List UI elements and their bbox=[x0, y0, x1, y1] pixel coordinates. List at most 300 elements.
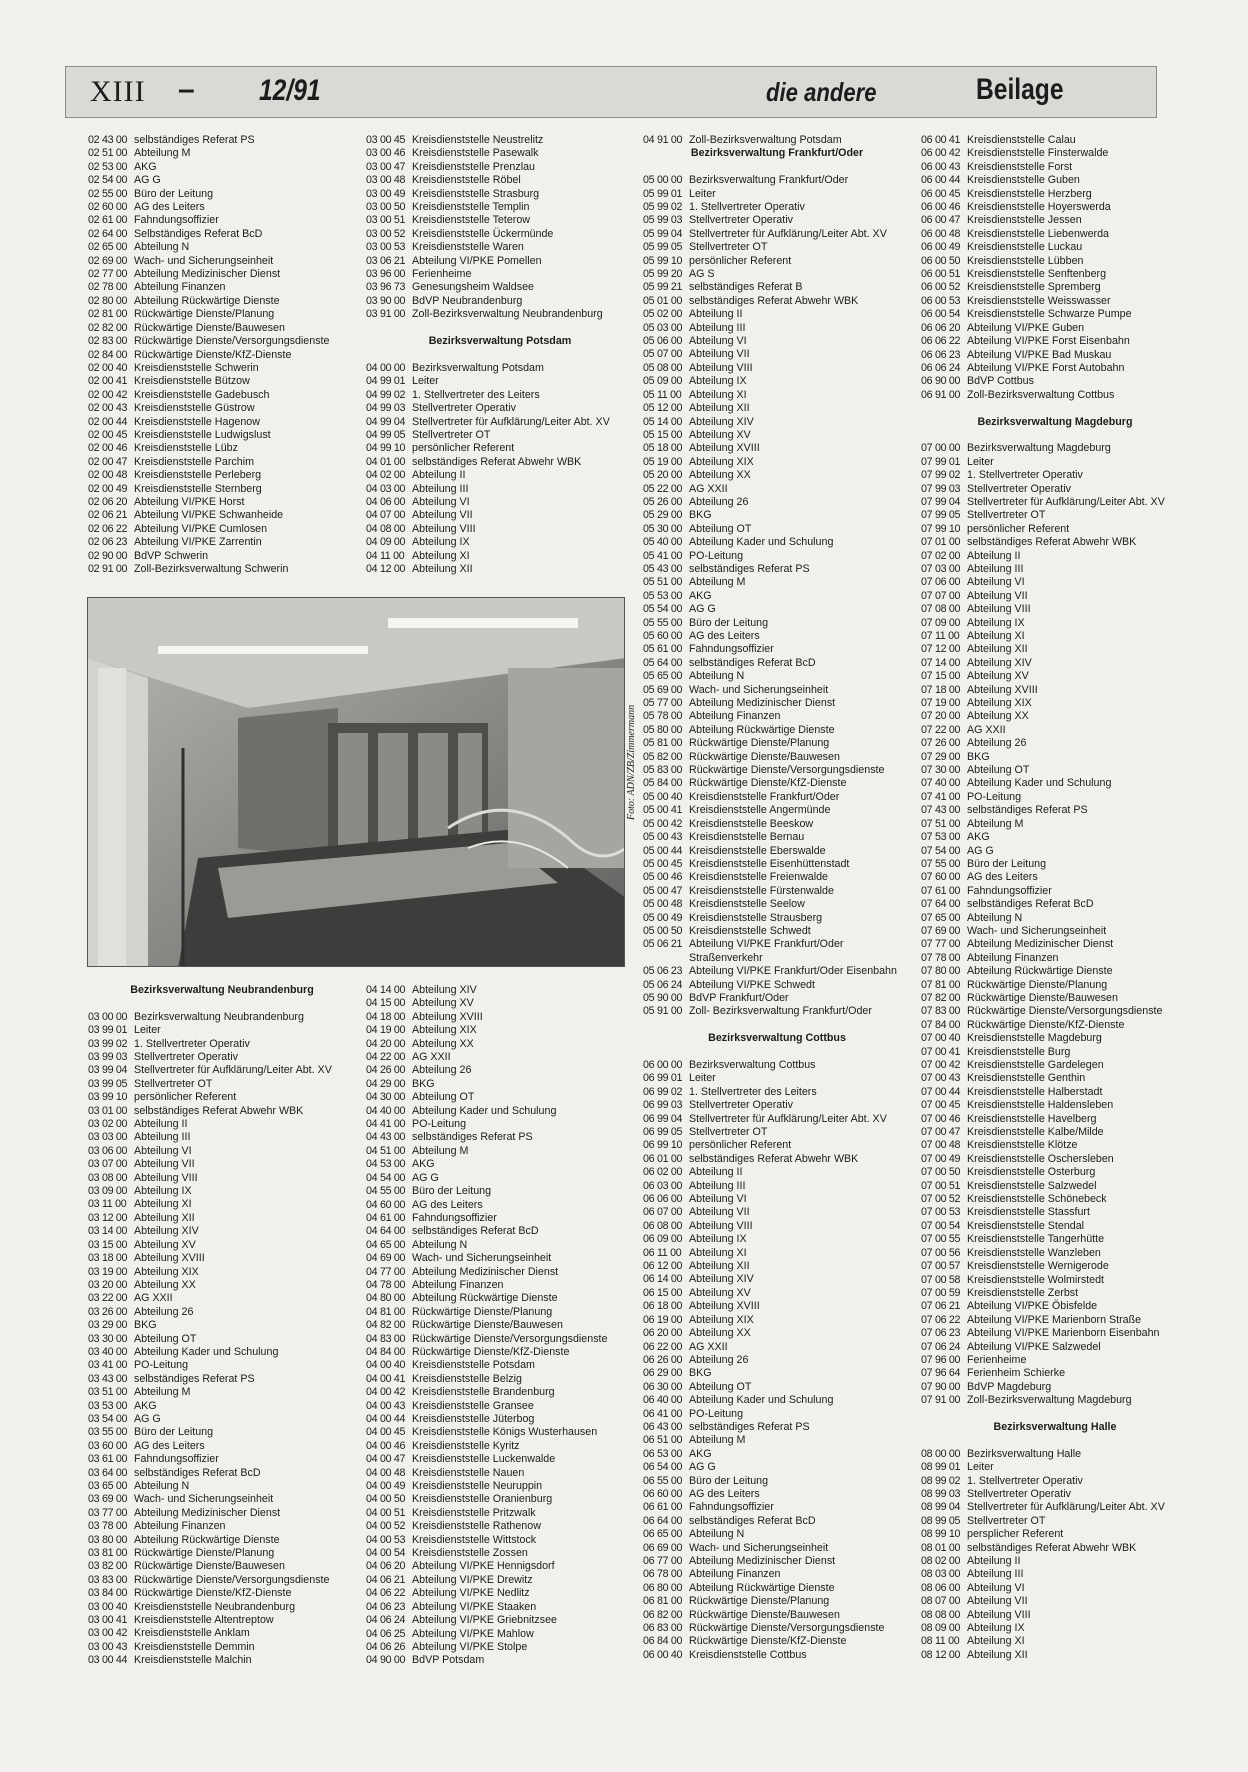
unit-name: Kreisdienststelle Eberswalde bbox=[689, 844, 826, 857]
unit-code: 05 60 00 bbox=[643, 630, 683, 643]
list-item bbox=[88, 483, 356, 496]
unit-code: 06 00 46 bbox=[921, 201, 961, 214]
unit-name: Abteilung M bbox=[412, 1144, 469, 1157]
unit-name: Kreisdienststelle Teterow bbox=[412, 214, 531, 227]
unit-name: Wach- und Sicherungseinheit bbox=[689, 1541, 829, 1554]
unit-code: 02 55 00 bbox=[88, 187, 128, 200]
list-item bbox=[88, 429, 356, 442]
unit-code: 02 80 00 bbox=[88, 294, 128, 307]
list-item bbox=[366, 442, 634, 455]
unit-code: 06 40 00 bbox=[643, 1394, 683, 1407]
unit-code: 05 69 00 bbox=[643, 683, 683, 696]
list-item bbox=[643, 1180, 911, 1193]
unit-name: Abteilung VI/PKE Hennigsdorf bbox=[412, 1560, 555, 1573]
unit-name: Büro der Leitung bbox=[689, 616, 769, 629]
unit-code: 06 00 40 bbox=[643, 1648, 683, 1661]
unit-code: 08 02 00 bbox=[921, 1555, 961, 1567]
list-item bbox=[921, 1354, 1189, 1367]
list-item bbox=[643, 281, 911, 294]
unit-name: Abteilung III bbox=[967, 1568, 1024, 1581]
list-item bbox=[921, 979, 1189, 992]
list-item bbox=[88, 1185, 356, 1198]
list-item bbox=[366, 563, 634, 576]
list-item bbox=[643, 777, 911, 790]
unit-name: Abteilung VI/PKE Schwedt bbox=[689, 978, 815, 991]
unit-name: Stellvertreter OT bbox=[967, 509, 1046, 522]
unit-code: 03 29 00 bbox=[88, 1319, 128, 1332]
list-item bbox=[643, 1193, 911, 1206]
unit-code: 03 00 53 bbox=[366, 241, 406, 254]
unit-code: 05 11 00 bbox=[643, 388, 682, 401]
unit-name: Abteilung OT bbox=[689, 1380, 752, 1393]
unit-code: 07 54 00 bbox=[921, 844, 961, 857]
unit-name: Abteilung XIV bbox=[412, 984, 477, 996]
list-item bbox=[643, 1113, 911, 1126]
unit-code: 02 77 00 bbox=[88, 268, 128, 281]
list-item bbox=[921, 281, 1189, 294]
unit-code: 06 06 24 bbox=[921, 361, 961, 374]
unit-name: Kreisdienststelle Zerbst bbox=[967, 1286, 1079, 1299]
unit-code: 03 00 48 bbox=[366, 174, 406, 187]
unit-code: 03 00 51 bbox=[366, 214, 406, 227]
list-item bbox=[88, 1091, 356, 1104]
unit-code: 07 02 00 bbox=[921, 549, 961, 562]
spacer bbox=[921, 1434, 1189, 1447]
list-item bbox=[88, 456, 356, 469]
unit-code: 02 00 45 bbox=[88, 428, 128, 441]
unit-name: Bezirksverwaltung Frankfurt/Oder bbox=[689, 174, 849, 187]
unit-name: Abteilung VI/PKE Staaken bbox=[412, 1600, 537, 1613]
unit-name: Abteilung N bbox=[412, 1238, 468, 1251]
unit-name: Abteilung III bbox=[967, 562, 1024, 575]
list-item bbox=[921, 201, 1189, 214]
unit-code: 04 00 45 bbox=[366, 1426, 406, 1439]
unit-code: 03 06 21 bbox=[366, 254, 406, 267]
unit-code: 06 61 00 bbox=[643, 1501, 683, 1514]
unit-name: Kreisdienststelle Schönebeck bbox=[967, 1193, 1107, 1206]
unit-name: selbständiges Referat Abwehr WBK bbox=[967, 536, 1137, 549]
spacer bbox=[366, 348, 634, 361]
unit-code: 06 69 00 bbox=[643, 1541, 683, 1554]
unit-code: 06 77 00 bbox=[643, 1555, 683, 1568]
list-item bbox=[88, 349, 356, 362]
unit-code: 04 30 00 bbox=[366, 1091, 406, 1104]
unit-code: 07 40 00 bbox=[921, 777, 961, 790]
list-item bbox=[921, 952, 1189, 965]
unit-code: 04 07 00 bbox=[366, 509, 406, 522]
unit-name: Stellvertreter für Aufklärung/Leiter Abt. XV bbox=[967, 1501, 1165, 1514]
unit-code: 03 99 02 bbox=[88, 1037, 128, 1050]
list-item bbox=[88, 1574, 356, 1587]
unit-name: Kreisdienststelle Wernigerode bbox=[967, 1260, 1109, 1273]
unit-code: 02 00 44 bbox=[88, 415, 128, 428]
list-item bbox=[88, 255, 356, 268]
unit-name: Wach- und Sicherungseinheit bbox=[134, 254, 274, 267]
list-item bbox=[366, 1266, 634, 1279]
unit-name: Kreisdienststelle Sternberg bbox=[134, 482, 262, 495]
list-item bbox=[643, 255, 911, 268]
unit-name: Rückwärtige Dienste/KfZ-Dienste bbox=[134, 348, 292, 361]
unit-name: Abteilung II bbox=[689, 1166, 743, 1179]
unit-code: 03 19 00 bbox=[88, 1265, 128, 1278]
list-item bbox=[88, 523, 356, 536]
list-item bbox=[643, 576, 911, 589]
unit-name: selbständiges Referat Abwehr WBK bbox=[689, 1152, 859, 1165]
list-item bbox=[88, 1306, 356, 1319]
unit-name: Kreisdienststelle Jüterbog bbox=[412, 1413, 535, 1425]
unit-name: Kreisdienststelle Tangerhütte bbox=[967, 1233, 1105, 1246]
list-item bbox=[643, 925, 911, 938]
list-item bbox=[643, 697, 911, 710]
list-item bbox=[643, 1086, 911, 1099]
unit-code: 04 53 00 bbox=[366, 1158, 406, 1171]
list-item bbox=[366, 523, 634, 536]
unit-name: selbständiges Referat PS bbox=[689, 562, 810, 575]
list-item bbox=[921, 818, 1189, 831]
list-item bbox=[88, 375, 356, 388]
list-item bbox=[921, 1555, 1189, 1568]
unit-name: Stellvertreter Operativ bbox=[967, 482, 1071, 495]
list-item bbox=[921, 1046, 1189, 1059]
list-item bbox=[921, 1180, 1189, 1193]
unit-name: Abteilung N bbox=[689, 1528, 745, 1541]
list-item bbox=[643, 1394, 911, 1407]
unit-code: 06 00 53 bbox=[921, 294, 961, 307]
unit-code: 04 06 21 bbox=[366, 1573, 406, 1586]
unit-code: 03 30 00 bbox=[88, 1332, 128, 1345]
unit-code: 06 00 54 bbox=[921, 308, 961, 321]
list-item bbox=[88, 362, 356, 375]
unit-name: Abteilung Kader und Schulung bbox=[134, 1345, 279, 1358]
unit-name: Abteilung OT bbox=[689, 522, 752, 535]
unit-code: 03 96 00 bbox=[366, 268, 406, 281]
list-item bbox=[921, 550, 1189, 563]
unit-code: 03 80 00 bbox=[88, 1533, 128, 1546]
unit-code: 06 01 00 bbox=[643, 1152, 683, 1165]
unit-code: 02 51 00 bbox=[88, 147, 128, 160]
unit-code: 04 78 00 bbox=[366, 1278, 406, 1291]
list-item bbox=[921, 174, 1189, 187]
unit-code: 04 99 01 bbox=[366, 375, 406, 388]
column-3 bbox=[643, 134, 911, 1662]
unit-code: 03 99 05 bbox=[88, 1077, 128, 1090]
unit-code: 07 00 44 bbox=[921, 1085, 961, 1098]
unit-name: Rückwärtige Dienste/KfZ-Dienste bbox=[689, 777, 847, 790]
unit-name: Leiter bbox=[134, 1024, 161, 1037]
unit-name: Abteilung XIX bbox=[689, 1313, 754, 1326]
unit-name: Kreisdienststelle Waren bbox=[412, 241, 524, 254]
list-item bbox=[921, 1582, 1189, 1595]
list-item bbox=[643, 1260, 911, 1273]
unit-code: 03 20 00 bbox=[88, 1278, 128, 1291]
list-item bbox=[88, 1426, 356, 1439]
unit-name: Abteilung VIII bbox=[412, 522, 476, 535]
unit-code: 08 99 04 bbox=[921, 1501, 961, 1514]
unit-code: 02 61 00 bbox=[88, 214, 128, 227]
unit-code: 04 14 00 bbox=[366, 984, 406, 996]
unit-name: 1. Stellvertreter Operativ bbox=[134, 1037, 250, 1050]
list-item bbox=[366, 1587, 634, 1600]
unit-code: 02 82 00 bbox=[88, 321, 128, 334]
unit-name: Kreisdienststelle Lübz bbox=[134, 442, 238, 455]
unit-name: Fahndungsoffizier bbox=[134, 1453, 219, 1466]
unit-code: 03 51 00 bbox=[88, 1386, 128, 1399]
unit-name: selbständiges Referat BcD bbox=[689, 656, 816, 669]
list-item bbox=[88, 134, 356, 147]
unit-code: 02 53 00 bbox=[88, 160, 128, 173]
unit-code: 04 29 00 bbox=[366, 1077, 406, 1090]
unit-code: 07 00 42 bbox=[921, 1059, 961, 1071]
unit-code: 02 81 00 bbox=[88, 308, 128, 321]
unit-code: 05 99 01 bbox=[643, 187, 683, 200]
unit-name: AKG bbox=[134, 160, 157, 173]
unit-name: Kreisdienststelle Königs Wusterhausen bbox=[412, 1426, 598, 1439]
list-item bbox=[643, 442, 911, 455]
unit-code: 05 08 00 bbox=[643, 361, 683, 374]
list-item bbox=[366, 1131, 634, 1144]
unit-name: Abteilung Finanzen bbox=[412, 1278, 504, 1291]
list-item bbox=[366, 308, 634, 321]
unit-code: 07 82 00 bbox=[921, 991, 961, 1004]
unit-name: Kreisdienststelle Strasburg bbox=[412, 187, 540, 200]
list-item bbox=[921, 1394, 1189, 1407]
unit-code: 05 06 00 bbox=[643, 335, 683, 348]
unit-name: Abteilung VI/PKE Öbisfelde bbox=[967, 1300, 1098, 1313]
unit-code: 07 84 00 bbox=[921, 1018, 961, 1031]
unit-code: 05 00 40 bbox=[643, 790, 683, 803]
unit-name: selbständiges Referat BcD bbox=[689, 1514, 816, 1527]
list-item bbox=[643, 456, 911, 469]
unit-name: Abteilung VI bbox=[967, 576, 1025, 589]
unit-name: Rückwärtige Dienste/Versorgungsdienste bbox=[412, 1332, 608, 1345]
unit-name: Kreisdienststelle Stassfurt bbox=[967, 1206, 1090, 1219]
unit-name: Kreisdienststelle Eisenhüttenstadt bbox=[689, 857, 850, 870]
unit-name: Kreisdienststelle Fürstenwalde bbox=[689, 884, 834, 897]
unit-code: 02 00 47 bbox=[88, 455, 128, 468]
unit-name: AKG bbox=[134, 1399, 157, 1412]
unit-code: 04 06 23 bbox=[366, 1600, 406, 1613]
unit-name: selbständiges Referat BcD bbox=[134, 1466, 261, 1479]
unit-name: Abteilung VII bbox=[412, 509, 473, 522]
unit-name: Abteilung VI bbox=[967, 1581, 1025, 1594]
list-item bbox=[88, 1279, 356, 1292]
unit-name: Rückwärtige Dienste/Versorgungsdienste bbox=[689, 1622, 885, 1635]
unit-name: Abteilung VI/PKE Guben bbox=[967, 321, 1085, 334]
spacer bbox=[643, 1019, 911, 1032]
list-item bbox=[643, 362, 911, 375]
unit-name: Abteilung Kader und Schulung bbox=[967, 777, 1112, 790]
section-heading: Bezirksverwaltung Neubrandenburg bbox=[130, 984, 314, 996]
unit-name: Rückwärtige Dienste/KfZ-Dienste bbox=[967, 1018, 1125, 1031]
list-item bbox=[88, 1654, 356, 1667]
list-item bbox=[366, 1400, 634, 1413]
unit-name: Kreisdienststelle Halberstadt bbox=[967, 1085, 1103, 1098]
list-item bbox=[921, 1247, 1189, 1260]
unit-name: Abteilung Finanzen bbox=[689, 1568, 781, 1581]
list-item bbox=[88, 1172, 356, 1185]
unit-name: Kreisdienststelle Jessen bbox=[967, 214, 1082, 227]
unit-code: 03 54 00 bbox=[88, 1412, 128, 1425]
unit-name: Abteilung IX bbox=[412, 536, 470, 549]
unit-name: Kreisdienststelle Calau bbox=[967, 134, 1076, 146]
unit-name: Abteilung 26 bbox=[967, 737, 1027, 750]
unit-code: 05 00 42 bbox=[643, 817, 683, 830]
unit-name: Abteilung OT bbox=[412, 1091, 475, 1104]
unit-name: Rückwärtige Dienste/Bauwesen bbox=[689, 1608, 840, 1621]
unit-code: 06 00 44 bbox=[921, 174, 961, 187]
unit-name: Kreisdienststelle Freienwalde bbox=[689, 871, 829, 884]
list-item bbox=[921, 1367, 1189, 1380]
list-item bbox=[366, 174, 634, 187]
list-item bbox=[88, 1212, 356, 1225]
unit-name: Abteilung M bbox=[134, 147, 191, 160]
unit-code: 07 55 00 bbox=[921, 857, 961, 870]
unit-name: Rückwärtige Dienste/Planung bbox=[689, 737, 830, 750]
unit-code: 07 03 00 bbox=[921, 562, 961, 575]
unit-name: Kreisdienststelle Malchin bbox=[134, 1654, 252, 1667]
list-item bbox=[643, 1515, 911, 1528]
unit-name: Kreisdienststelle Magdeburg bbox=[967, 1032, 1102, 1045]
unit-name: Leiter bbox=[689, 187, 716, 200]
unit-name: Abteilung XVIII bbox=[134, 1252, 205, 1265]
unit-code: 06 26 00 bbox=[643, 1353, 683, 1366]
unit-code: 03 40 00 bbox=[88, 1345, 128, 1358]
list-item bbox=[921, 1059, 1189, 1072]
list-item bbox=[366, 1534, 634, 1547]
unit-name: Abteilung VI/PKE Schwanheide bbox=[134, 509, 284, 522]
list-item bbox=[88, 536, 356, 549]
unit-code: 04 51 00 bbox=[366, 1144, 406, 1157]
unit-name: Abteilung III bbox=[412, 482, 469, 495]
list-item bbox=[643, 348, 911, 361]
list-item bbox=[921, 697, 1189, 710]
unit-code: 04 19 00 bbox=[366, 1024, 406, 1037]
list-item bbox=[88, 1319, 356, 1332]
unit-name: Kreisdienststelle Potsdam bbox=[412, 1359, 535, 1372]
unit-name: AG G bbox=[967, 844, 994, 857]
unit-name: persönlicher Referent bbox=[412, 442, 515, 455]
list-item bbox=[88, 1011, 356, 1024]
unit-name: Bezirksverwaltung Potsdam bbox=[412, 361, 544, 374]
unit-name: Abteilung XI bbox=[134, 1198, 192, 1211]
list-item bbox=[366, 1038, 634, 1051]
unit-name: AG des Leiters bbox=[689, 1487, 760, 1500]
list-item bbox=[921, 1193, 1189, 1206]
unit-name: Abteilung N bbox=[134, 241, 190, 254]
unit-code: 06 99 10 bbox=[643, 1139, 683, 1152]
list-item bbox=[88, 563, 356, 576]
unit-name: BdVP Potsdam bbox=[412, 1654, 485, 1667]
unit-name: AG XXII bbox=[967, 723, 1006, 736]
unit-name: Abteilung VII bbox=[689, 348, 750, 361]
unit-code: 03 99 03 bbox=[88, 1051, 128, 1064]
unit-name: Kreisdienststelle Luckau bbox=[967, 241, 1083, 254]
unit-code: 05 00 46 bbox=[643, 871, 683, 884]
unit-name: Abteilung XX bbox=[412, 1037, 474, 1050]
unit-code: 03 12 00 bbox=[88, 1211, 128, 1224]
unit-code: 02 43 00 bbox=[88, 134, 128, 146]
unit-name: Fahndungsoffizier bbox=[689, 1501, 774, 1514]
unit-code: 02 00 40 bbox=[88, 361, 128, 374]
list-item bbox=[88, 1105, 356, 1118]
unit-name: selbständiges Referat Abwehr WBK bbox=[967, 1541, 1137, 1554]
unit-name: Abteilung OT bbox=[967, 764, 1030, 777]
unit-name: Abteilung Medizinischer Dienst bbox=[689, 697, 836, 710]
list-item bbox=[366, 1641, 634, 1654]
unit-name: Abteilung XI bbox=[967, 1635, 1025, 1648]
list-item bbox=[921, 1153, 1189, 1166]
unit-code: 04 69 00 bbox=[366, 1252, 406, 1265]
page-number-roman: XIII bbox=[90, 75, 146, 108]
unit-code: 05 00 50 bbox=[643, 924, 683, 937]
unit-name: AKG bbox=[412, 1158, 435, 1171]
unit-code: 07 00 59 bbox=[921, 1286, 961, 1299]
unit-name: Wach- und Sicherungseinheit bbox=[412, 1252, 552, 1265]
unit-code: 07 15 00 bbox=[921, 670, 961, 683]
list-item bbox=[366, 1051, 634, 1064]
unit-name: Stellvertreter für Aufklärung/Leiter Abt. XV bbox=[967, 495, 1165, 508]
list-item bbox=[643, 1005, 911, 1018]
list-item bbox=[921, 469, 1189, 482]
unit-code: 04 84 00 bbox=[366, 1345, 406, 1358]
list-item bbox=[366, 1185, 634, 1198]
unit-name: AG des Leiters bbox=[134, 1439, 205, 1452]
page-header bbox=[65, 66, 1157, 118]
unit-name: Abteilung Rückwärtige Dienste bbox=[134, 1533, 280, 1546]
list-item bbox=[366, 1426, 634, 1439]
unit-name: Abteilung XI bbox=[967, 630, 1025, 642]
unit-name: Abteilung Medizinischer Dienst bbox=[689, 1555, 836, 1568]
unit-code: 03 01 00 bbox=[88, 1104, 128, 1117]
list-item bbox=[921, 791, 1189, 804]
unit-name: Abteilung XIV bbox=[689, 1273, 754, 1286]
unit-name: Abteilung XI bbox=[689, 388, 747, 401]
list-item bbox=[366, 1091, 634, 1104]
unit-code: 07 00 47 bbox=[921, 1126, 961, 1139]
unit-code: 07 53 00 bbox=[921, 831, 961, 844]
unit-code: 04 00 40 bbox=[366, 1359, 406, 1372]
unit-name: selbständiges Referat BcD bbox=[412, 1225, 539, 1238]
unit-code: 07 00 52 bbox=[921, 1193, 961, 1206]
list-item bbox=[366, 1064, 634, 1077]
list-item bbox=[643, 308, 911, 321]
unit-code: 04 08 00 bbox=[366, 522, 406, 535]
unit-name: Abteilung Rückwärtige Dienste bbox=[412, 1292, 558, 1305]
list-item bbox=[921, 255, 1189, 268]
list-item bbox=[88, 1627, 356, 1640]
unit-code: 05 65 00 bbox=[643, 670, 683, 683]
unit-code: 06 90 00 bbox=[921, 375, 961, 388]
list-item bbox=[643, 1475, 911, 1488]
unit-name: Abteilung XVIII bbox=[689, 1300, 760, 1313]
unit-name: Abteilung Finanzen bbox=[689, 710, 781, 723]
list-item bbox=[921, 603, 1189, 616]
section-heading: Bezirksverwaltung Halle bbox=[993, 1420, 1117, 1433]
unit-code: 02 06 23 bbox=[88, 536, 128, 549]
list-item bbox=[643, 241, 911, 254]
unit-name: 1. Stellvertreter Operativ bbox=[967, 1474, 1083, 1487]
unit-name: Abteilung Medizinischer Dienst bbox=[134, 1506, 281, 1519]
unit-code: 04 00 46 bbox=[366, 1439, 406, 1452]
unit-name: Abteilung VII bbox=[689, 1206, 750, 1219]
unit-name: Kreisdienststelle Lübben bbox=[967, 254, 1084, 267]
unit-code: 04 43 00 bbox=[366, 1131, 406, 1144]
unit-code: 04 99 03 bbox=[366, 402, 406, 415]
unit-name: Abteilung VI/PKE Forst Autobahn bbox=[967, 361, 1125, 374]
list-item bbox=[88, 268, 356, 281]
unit-code: 04 77 00 bbox=[366, 1265, 406, 1278]
unit-code: 04 20 00 bbox=[366, 1037, 406, 1050]
